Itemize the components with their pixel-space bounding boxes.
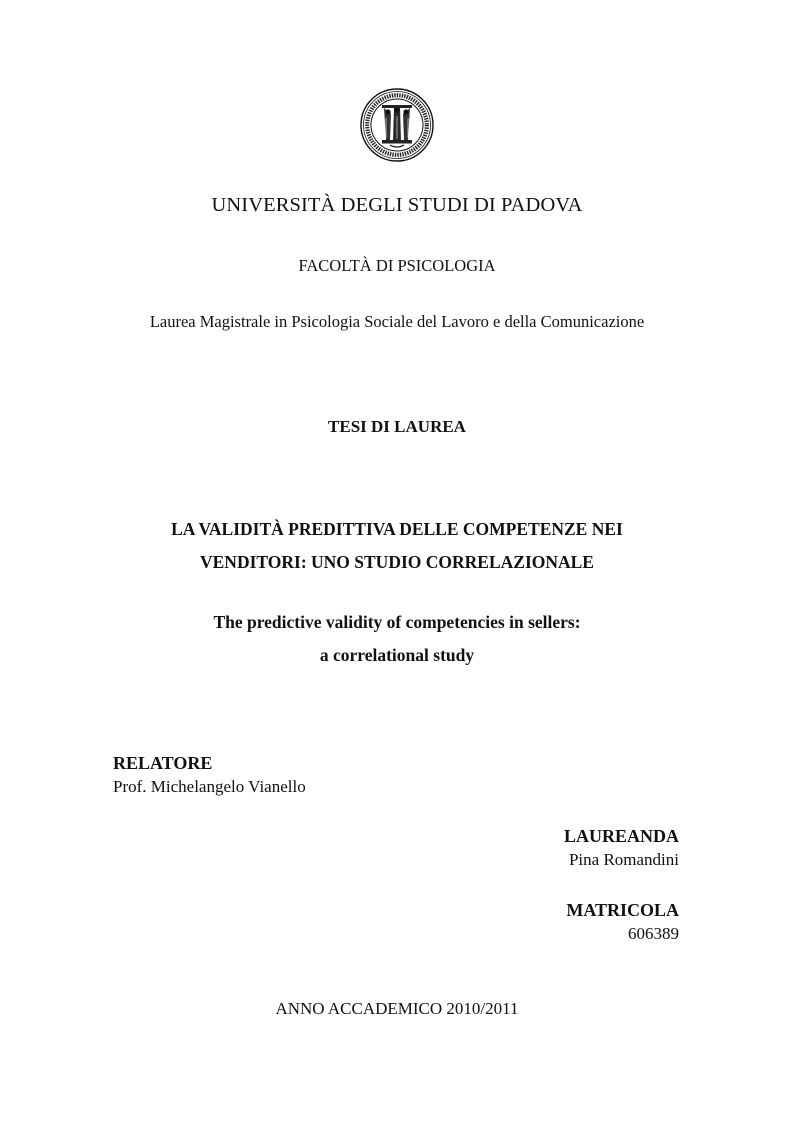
document-type: TESI DI LAUREA — [328, 417, 466, 436]
student-label: LAUREANDA — [563, 826, 679, 846]
title-it-line-2: VENDITORI: UNO STUDIO CORRELAZIONALE — [200, 552, 594, 572]
title-en-line-2: a correlational study — [319, 645, 475, 665]
student-id-block — [566, 900, 679, 944]
university-name: UNIVERSITÀ DEGLI STUDI DI PADOVA — [211, 194, 583, 216]
student-block — [564, 826, 679, 870]
supervisor-block — [113, 753, 306, 797]
title-it-line-1: LA VALIDITÀ PREDITTIVA DELLE COMPETENZE NEI — [171, 519, 623, 539]
academic-year: ANNO ACCADEMICO 2010/2011 — [275, 999, 519, 1018]
faculty-name: FACOLTÀ DI PSICOLOGIA — [298, 256, 496, 275]
university-seal-logo — [360, 88, 434, 162]
title-en-line-1: The predictive validity of competencies in sellers: — [213, 612, 581, 632]
supervisor-label: RELATORE — [113, 753, 213, 773]
thesis-title-english — [0, 606, 794, 672]
thesis-title-italian — [0, 513, 794, 579]
supervisor-name: Prof. Michelangelo Vianello — [113, 777, 306, 796]
degree-course: Laurea Magistrale in Psicologia Sociale del Lavoro e della Comunicazione — [149, 312, 645, 331]
student-name: Pina Romandini — [568, 850, 679, 869]
student-id-label: MATRICOLA — [566, 900, 679, 920]
student-id-value: 606389 — [628, 924, 679, 943]
